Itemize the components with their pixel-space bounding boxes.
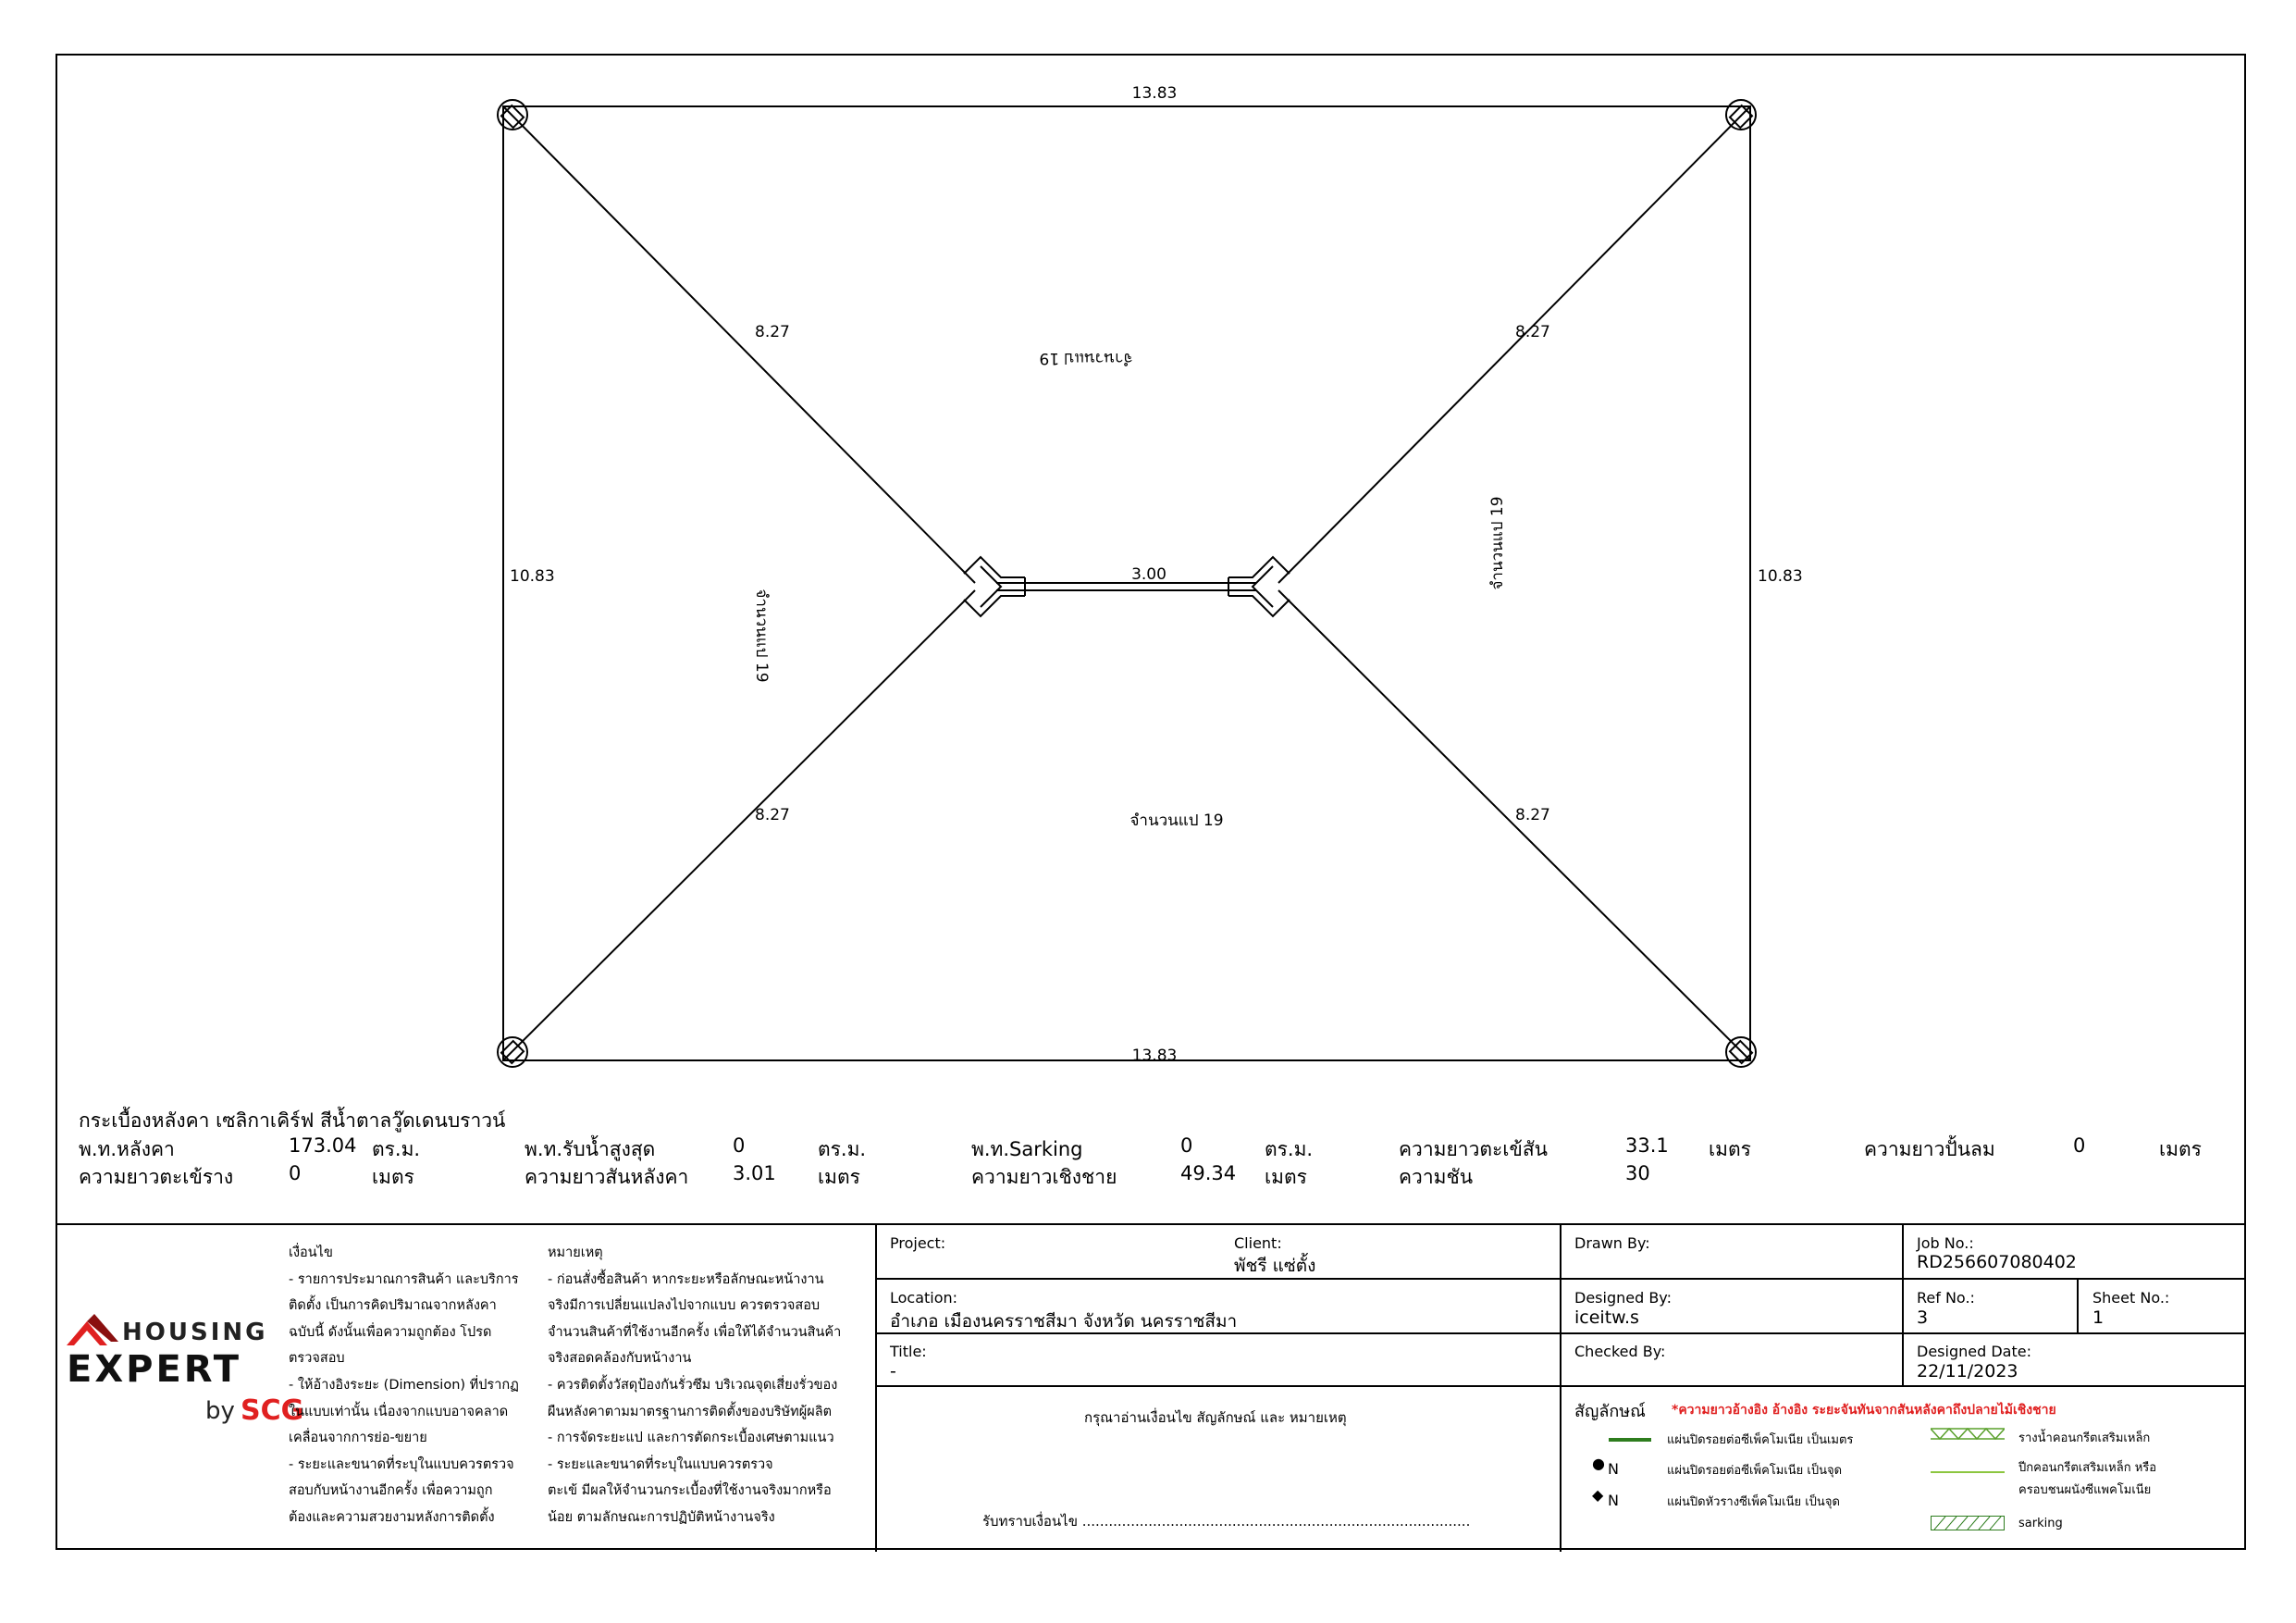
logo-scg-text: SCG	[241, 1394, 304, 1427]
remarks-line: ตะเข้ มีผลให้จำนวนกระเบื้องที่ใช้งานจริงมากหรือ	[548, 1483, 832, 1499]
legend-item: sarking	[2018, 1517, 2063, 1530]
summary-value: 49.34	[1180, 1162, 1237, 1184]
logo-expert-text: EXPERT	[67, 1348, 242, 1391]
summary-unit: เมตร	[2159, 1138, 2202, 1160]
drawing-sheet	[56, 54, 2246, 1550]
remarks-line: จริงมีการเปลี่ยนแปลงไปจากแบบ ควรตรวจสอบ	[548, 1298, 821, 1314]
title-block-vline-2	[1560, 1223, 1562, 1552]
conditions-line: ตรวจสอบ	[289, 1351, 345, 1367]
conditions-line: - ให้อ้างอิงระยะ (Dimension) ที่ปรากฏ	[289, 1377, 519, 1393]
summary-unit: เมตร	[372, 1166, 414, 1188]
ref-no-value: 3	[1917, 1307, 1929, 1328]
summary-value: 33.1	[1625, 1134, 1669, 1157]
dimension-left: 10.83	[510, 567, 555, 586]
purlin-count-left: จำนวนแป 19	[752, 588, 771, 683]
summary-label: พ.ท.หลังคา	[79, 1138, 175, 1160]
ref-no-label: Ref No.:	[1917, 1289, 1975, 1307]
conditions-line: เคลื่อนจากการย่อ-ขยาย	[289, 1431, 427, 1446]
conditions-line: - ระยะและขนาดที่ระบุในแบบควรตรวจ	[289, 1456, 514, 1472]
legend-item: แผ่นปิดหัวรางซีเพ็คโมเนีย เป็นจุด	[1667, 1495, 1840, 1509]
legend-item: แผ่นปิดรอยต่อซีเพ็คโมเนีย เป็นจุด	[1667, 1464, 1843, 1478]
checked-by-label: Checked By:	[1574, 1343, 1666, 1360]
location-label: Location:	[890, 1289, 958, 1307]
logo-housing-text: HOUSING	[122, 1319, 268, 1346]
legend-wing-line-swatch	[1931, 1471, 2005, 1473]
legend-ridge-line-swatch	[1609, 1438, 1651, 1442]
legend-warning: *ความยาวอ้างอิง อ้างอิง ระยะจันทันจากสันหลังคาถึงปลายไม้เชิงชาย	[1672, 1403, 2056, 1418]
legend-n-marker: N	[1608, 1460, 1619, 1478]
conditions-line: ติดตั้ง เป็นการคิดปริมาณจากหลังคา	[289, 1298, 497, 1314]
conditions-line: - รายการประมาณการสินค้า และบริการ	[289, 1271, 519, 1287]
hip-line-br	[1278, 590, 1750, 1060]
conditions-line: ต้องและความสวยงามหลังการติดตั้ง	[289, 1509, 495, 1525]
roof-plan	[57, 56, 2244, 1194]
summary-unit: เมตร	[1709, 1138, 1751, 1160]
conditions-line: ในแบบเท่านั้น เนื่องจากแบบอาจคลาด	[289, 1404, 509, 1419]
house-logo-icon	[67, 1314, 120, 1351]
summary-label: ความชัน	[1399, 1166, 1474, 1188]
legend-item: ปีกคอนกรีตเสริมเหล็ก หรือ	[2018, 1461, 2157, 1475]
title-block-hline-3	[875, 1385, 2244, 1387]
legend-item: ครอบชนผนังซีแพคโมเนีย	[2018, 1483, 2152, 1497]
dimension-right: 10.83	[1758, 567, 1803, 586]
summary-label: พ.ท.รับน้ำสูงสุด	[525, 1138, 656, 1160]
summary-label: ความยาวตะเข้สัน	[1399, 1138, 1548, 1160]
summary-value: 0	[289, 1162, 302, 1184]
summary-value: 3.01	[733, 1162, 776, 1184]
dimension-hip-tr: 8.27	[1515, 323, 1550, 341]
designed-by-value: iceitw.s	[1574, 1307, 1639, 1328]
remarks-line: - ระยะและขนาดที่ระบุในแบบควรตรวจ	[548, 1456, 773, 1472]
dimension-top: 13.83	[1131, 84, 1178, 103]
purlin-count-bottom: จำนวนแป 19	[1129, 812, 1224, 830]
legend-dot-marker-icon: ●	[1592, 1455, 1605, 1472]
legend-n-marker-2: N	[1608, 1492, 1619, 1509]
purlin-count-top: จำนวนแป 19	[1039, 349, 1133, 367]
remarks-line: ผืนหลังคาตามมาตรฐานการติดตั้งของบริษัทผู้ผลิต	[548, 1404, 832, 1419]
title-label: Title:	[890, 1343, 927, 1360]
summary-value: 30	[1625, 1162, 1650, 1184]
client-label: Client:	[1234, 1234, 1282, 1252]
legend-gutter-swatch-icon	[1931, 1427, 2005, 1442]
title-block-vline-3	[1902, 1223, 1904, 1385]
summary-label: ความยาวปั้นลม	[1864, 1138, 1995, 1160]
summary-label: ความยาวสันหลังคา	[525, 1166, 689, 1188]
summary-value: 0	[1180, 1134, 1193, 1157]
job-no-label: Job No.:	[1917, 1234, 1974, 1252]
title-value: -	[890, 1361, 896, 1381]
title-block-hline-1	[875, 1278, 2244, 1280]
designed-date-label: Designed Date:	[1917, 1343, 2031, 1360]
remarks-line: น้อย ตามลักษณะการปฏิบัติหน้างานจริง	[548, 1509, 775, 1525]
purlin-count-right: จำนวนแป 19	[1488, 496, 1507, 590]
summary-unit: เมตร	[1265, 1166, 1307, 1188]
dimension-ridge: 3.00	[1131, 565, 1167, 584]
title-block-vline-4	[2077, 1278, 2079, 1332]
project-label: Project:	[890, 1234, 946, 1252]
title-block-vline-1	[875, 1223, 877, 1552]
conditions-block	[289, 1240, 519, 1531]
summary-value: 0	[2073, 1134, 2086, 1157]
conditions-title: เงื่อนไข	[289, 1245, 333, 1260]
dimension-bottom: 13.83	[1131, 1047, 1178, 1065]
summary-value: 0	[733, 1134, 746, 1157]
drawn-by-label: Drawn By:	[1574, 1234, 1650, 1252]
legend-item: แผ่นปิดรอยต่อซีเพ็คโมเนีย เป็นเมตร	[1667, 1433, 1854, 1447]
job-no-value: RD256607080402	[1917, 1252, 2077, 1272]
summary-label: ความยาวเชิงชาย	[971, 1166, 1117, 1188]
remarks-line: จริงสอดคล้องกับหน้างาน	[548, 1351, 692, 1367]
sheet-no-value: 1	[2092, 1307, 2105, 1328]
hip-line-tr	[1278, 106, 1750, 583]
summary-label: ความยาวตะเข้ราง	[79, 1166, 234, 1188]
title-block-divider	[57, 1223, 2244, 1225]
designed-by-label: Designed By:	[1574, 1289, 1672, 1307]
conditions-line: ฉบับนี้ ดังนั้นเพื่อความถูกต้อง โปรด	[289, 1324, 492, 1340]
logo-by-text: by	[205, 1397, 235, 1425]
ridge-junction-left	[964, 557, 1025, 616]
dimension-hip-bl: 8.27	[755, 806, 790, 824]
remarks-block	[548, 1240, 841, 1531]
summary-label: พ.ท.Sarking	[971, 1138, 1083, 1160]
designed-date-value: 22/11/2023	[1917, 1361, 2018, 1381]
legend-diamond-marker-icon: ◆	[1592, 1486, 1604, 1504]
client-value: พัชรี แซ่ตั้ง	[1234, 1256, 1316, 1276]
sheet-no-label: Sheet No.:	[2092, 1289, 2170, 1307]
conditions-line: สอบกับหน้างานอีกครั้ง เพื่อความถูก	[289, 1483, 493, 1499]
location-value: อำเภอ เมืองนครราชสีมา จังหวัด นครราชสีมา	[890, 1311, 1238, 1332]
legend-item: รางน้ำคอนกรีตเสริมเหล็ก	[2018, 1431, 2151, 1445]
dimension-hip-br: 8.27	[1515, 806, 1550, 824]
legend-title: สัญลักษณ์	[1574, 1402, 1646, 1421]
remarks-line: จำนวนสินค้าที่ใช้งานอีกครั้ง เพื่อให้ได้จำนวนสินค้า	[548, 1324, 842, 1340]
hip-line-tl	[503, 106, 975, 583]
acknowledge-line: รับทราบเงื่อนไข ........................................................................................	[982, 1513, 1471, 1530]
summary-unit: ตร.ม.	[818, 1138, 867, 1160]
read-notice: กรุณาอ่านเงื่อนไข สัญลักษณ์ และ หมายเหตุ	[1084, 1409, 1347, 1426]
summary-value: 173.04	[289, 1134, 357, 1157]
dimension-hip-tl: 8.27	[755, 323, 790, 341]
ridge-junction-right	[1228, 557, 1290, 616]
summary-unit: ตร.ม.	[372, 1138, 421, 1160]
remarks-line: - การจัดระยะแป และการตัดกระเบื้องเศษตามแนว	[548, 1431, 834, 1446]
legend-sarking-swatch-icon	[1931, 1516, 2005, 1530]
remarks-line: - ควรติดตั้งวัสดุป้องกันรั่วซึม บริเวณจุดเสี่ยงรั่วของ	[548, 1377, 838, 1393]
summary-unit: ตร.ม.	[1265, 1138, 1314, 1160]
remarks-title: หมายเหตุ	[548, 1245, 603, 1260]
hip-line-bl	[503, 590, 975, 1060]
summary-title: กระเบื้องหลังคา เซลิกาเคิร์ฟ สีน้ำตาลวู๊ดเดนบราวน์	[79, 1109, 506, 1132]
remarks-line: - ก่อนสั่งซื้อสินค้า หากระยะหรือลักษณะหน้างาน	[548, 1271, 824, 1287]
summary-unit: เมตร	[818, 1166, 860, 1188]
